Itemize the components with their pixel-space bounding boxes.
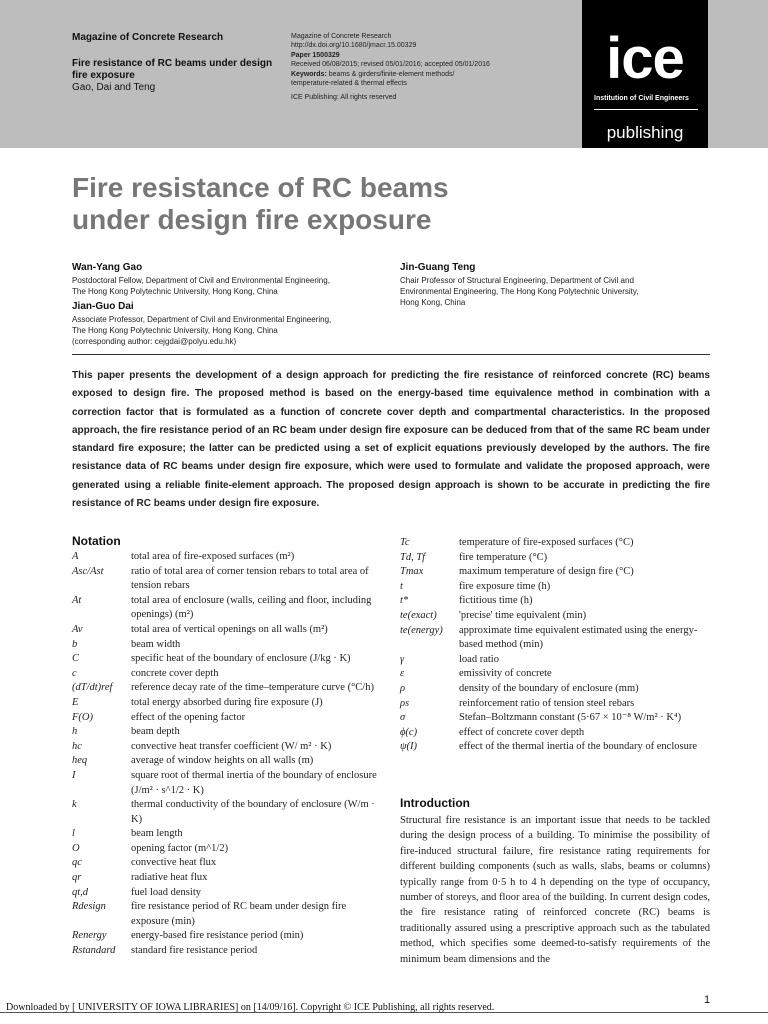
notation-definition: effect of the opening factor bbox=[131, 711, 246, 723]
notation-row bbox=[400, 565, 710, 580]
author-affiliation: Hong Kong, China bbox=[400, 298, 466, 307]
introduction-heading: Introduction bbox=[400, 796, 470, 810]
notation-symbol: t bbox=[400, 580, 403, 592]
meta-paper-number: Paper 1500329 bbox=[291, 51, 340, 59]
notation-definition: square root of thermal inertia of the boundary of enclosure (J/m² · s^1/2 · K) bbox=[131, 769, 377, 796]
author-affiliation: The Hong Kong Polytechnic University, Hong Kong, China bbox=[72, 287, 278, 296]
running-title-line-2: fire exposure bbox=[72, 70, 135, 81]
introduction-text: Structural fire resistance is an important issue that needs to be tackled during the design process of a building. To minimise the possibility of fire-induced structural failure, fire resistance rating requirements for different building components (such as walls, slabs, beams or columns) typically range from 0·5 h to 4 h depending on the type of occupancy, number of storeys, and floor area of the building. In current design codes, the fire resistance rating of reinforced concrete (RC) beams is traditionally assured using a prescriptive approach such as the tabulated method, which specifies some deemed-to-satisfy requirements of the minimum beam dimensions and the bbox=[400, 815, 710, 965]
journal-name: Magazine of Concrete Research bbox=[72, 32, 224, 43]
notation-row bbox=[400, 551, 710, 566]
logo-ice-mark: ice bbox=[606, 26, 684, 91]
notation-row bbox=[72, 856, 382, 871]
notation-definition: beam width bbox=[131, 638, 181, 650]
logo-institution-text: Institution of Civil Engineers bbox=[594, 95, 689, 102]
running-title bbox=[72, 58, 282, 82]
notation-definition: total area of fire-exposed surfaces (m²) bbox=[131, 551, 295, 562]
notation-row bbox=[400, 667, 710, 682]
notation-row bbox=[72, 565, 382, 594]
running-title-line-1: Fire resistance of RC beams under design bbox=[72, 58, 273, 69]
notation-definition: approximate time equivalent estimated using the energy-based method (min) bbox=[459, 624, 698, 651]
notation-symbol: ρs bbox=[400, 697, 410, 709]
notation-row bbox=[400, 682, 710, 697]
notation-symbol: qr bbox=[72, 872, 82, 884]
notation-symbol: ϕ(c) bbox=[400, 726, 418, 738]
author-affiliation: The Hong Kong Polytechnic University, Hong Kong, China bbox=[72, 326, 278, 335]
author-name: Jin-Guang Teng bbox=[400, 262, 476, 273]
notation-row bbox=[72, 740, 382, 755]
section-divider bbox=[72, 354, 710, 355]
notation-symbol: Asc/Ast bbox=[72, 565, 104, 577]
notation-symbol: E bbox=[72, 696, 79, 708]
notation-symbol: qt,d bbox=[72, 886, 89, 898]
notation-list-left bbox=[72, 550, 382, 959]
notation-symbol: Rdesign bbox=[72, 901, 106, 913]
notation-symbol: te(energy) bbox=[400, 624, 443, 636]
notation-row bbox=[72, 623, 382, 638]
notation-definition: fictitious time (h) bbox=[459, 595, 533, 607]
notation-list-right bbox=[400, 536, 710, 755]
notation-symbol: ρ bbox=[400, 682, 406, 694]
paper-title-line-2: under design fire exposure bbox=[72, 204, 432, 235]
author-affiliation: Associate Professor, Department of Civil and Environmental Engineering, bbox=[72, 315, 332, 324]
notation-symbol: I bbox=[72, 769, 76, 781]
notation-definition: maximum temperature of design fire (°C) bbox=[459, 566, 634, 578]
notation-row bbox=[72, 667, 382, 682]
notation-definition: opening factor (m^1/2) bbox=[131, 842, 229, 854]
meta-keywords bbox=[291, 70, 561, 79]
notation-definition: specific heat of the boundary of enclosure (J/kg · K) bbox=[131, 653, 351, 665]
notation-definition: average of window heights on all walls (m) bbox=[131, 755, 314, 767]
notation-symbol: (dT/dt)ref bbox=[72, 682, 113, 694]
notation-row bbox=[72, 827, 382, 842]
meta-dates: Received 06/08/2015; revised 05/01/2016; accepted 05/01/2016 bbox=[291, 61, 490, 69]
notation-definition: total area of vertical openings on all walls (m²) bbox=[131, 623, 328, 635]
page-number: 1 bbox=[704, 994, 711, 1006]
notation-symbol: b bbox=[72, 638, 78, 650]
notation-definition: ratio of total area of corner tension rebars to total area of tension rebars bbox=[131, 565, 369, 592]
article-metadata bbox=[291, 32, 561, 103]
notation-symbol: Td, Tf bbox=[400, 551, 426, 563]
notation-symbol: Renergy bbox=[72, 930, 107, 942]
notation-row bbox=[72, 900, 382, 929]
notation-symbol: c bbox=[72, 667, 77, 679]
notation-definition: convective heat transfer coefficient (W/ m² · K) bbox=[131, 740, 332, 752]
notation-row bbox=[72, 929, 382, 944]
author-block bbox=[72, 261, 392, 297]
corresponding-author-email: (corresponding author: cejgdai@polyu.edu.hk) bbox=[72, 337, 237, 346]
notation-definition: total area of enclosure (walls, ceiling and floor, including openings) (m²) bbox=[131, 594, 372, 621]
author-affiliation: Postdoctoral Fellow, Department of Civil and Environmental Engineering, bbox=[72, 276, 330, 285]
notation-row bbox=[400, 697, 710, 712]
notation-row bbox=[400, 726, 710, 741]
journal-header-band bbox=[0, 0, 768, 148]
notation-row bbox=[72, 638, 382, 653]
author-name: Wan-Yang Gao bbox=[72, 262, 143, 273]
notation-row bbox=[400, 594, 710, 609]
notation-row bbox=[400, 580, 710, 595]
notation-symbol: Tmax bbox=[400, 566, 424, 578]
logo-divider bbox=[594, 109, 698, 110]
notation-symbol: F(O) bbox=[72, 711, 93, 723]
notation-definition: 'precise' time equivalent (min) bbox=[459, 609, 587, 621]
notation-definition: effect of concrete cover depth bbox=[459, 726, 585, 738]
paper-title-line-1: Fire resistance of RC beams bbox=[72, 172, 449, 203]
notation-row bbox=[400, 536, 710, 551]
paper-title bbox=[72, 172, 632, 236]
notation-definition: emissivity of concrete bbox=[459, 668, 552, 680]
notation-symbol: Tc bbox=[400, 537, 410, 548]
notation-row bbox=[72, 871, 382, 886]
notation-symbol: h bbox=[72, 726, 78, 738]
notation-definition: fire temperature (°C) bbox=[459, 551, 548, 563]
notation-symbol: te(exact) bbox=[400, 609, 437, 621]
notation-definition: density of the boundary of enclosure (mm) bbox=[459, 682, 639, 694]
notation-symbol: C bbox=[72, 653, 80, 665]
notation-symbol: k bbox=[72, 799, 77, 811]
notation-symbol: γ bbox=[400, 653, 405, 665]
notation-row bbox=[72, 725, 382, 740]
notation-row bbox=[72, 681, 382, 696]
keywords-label: Keywords: bbox=[291, 70, 327, 78]
notation-row bbox=[72, 652, 382, 667]
notation-row bbox=[400, 609, 710, 624]
notation-row bbox=[72, 711, 382, 726]
notation-definition: fire exposure time (h) bbox=[459, 580, 551, 592]
meta-rights: ICE Publishing: All rights reserved bbox=[291, 94, 397, 102]
notation-symbol: ε bbox=[400, 668, 405, 680]
notation-definition: fire resistance period of RC beam under design fire exposure (min) bbox=[131, 901, 347, 927]
running-authors: Gao, Dai and Teng bbox=[72, 82, 156, 93]
keywords-line-2: temperature-related & thermal effects bbox=[291, 80, 407, 88]
logo-publishing-text: publishing bbox=[606, 123, 684, 142]
notation-row bbox=[400, 624, 710, 653]
notation-symbol: At bbox=[72, 594, 82, 606]
notation-definition: fuel load density bbox=[131, 886, 201, 898]
notation-symbol: heq bbox=[72, 755, 88, 767]
notation-definition: effect of the thermal inertia of the boundary of enclosure bbox=[459, 741, 697, 753]
authors-left-column bbox=[72, 261, 392, 347]
notation-definition: reference decay rate of the time–temperature curve (°C/h) bbox=[131, 682, 374, 694]
notation-row bbox=[72, 696, 382, 711]
notation-row bbox=[72, 594, 382, 623]
author-block bbox=[400, 261, 710, 308]
notation-row bbox=[72, 550, 382, 565]
notation-row bbox=[400, 653, 710, 668]
notation-symbol: qc bbox=[72, 857, 82, 869]
notation-definition: standard fire resistance period bbox=[131, 945, 258, 957]
notation-definition: total energy absorbed during fire exposure (J) bbox=[131, 696, 323, 708]
keywords-line-1: beams & girders/finite-element methods/ bbox=[328, 70, 455, 78]
notation-symbol: A bbox=[72, 551, 79, 562]
abstract: This paper presents the development of a design approach for predicting the fire resistance of reinforced concrete (RC) beams exposed to design fire. The proposed method is based on the energy-based time equivalence method in combination with a correction factor that is formulated as a function of concrete cover depth and compartmental characteristics. In the proposed approach, the fire resistance period of an RC beam under design fire exposure can be deduced from that of the same RC beam under standard fire exposure; the latter can be predicted using a set of explicit equations previously developed by the authors. The fire resistance data of RC beams under design fire exposure, which were used to formulate and validate the proposed approach, were generated using a reliable finite-element approach. The proposed design approach is shown to be accurate in predicting the fire resistance of RC beams under design fire exposure. bbox=[72, 370, 710, 510]
notation-heading: Notation bbox=[72, 534, 121, 548]
notation-symbol: t* bbox=[400, 595, 409, 607]
notation-definition: energy-based fire resistance period (min) bbox=[131, 930, 304, 942]
notation-definition: radiative heat flux bbox=[131, 872, 208, 884]
notation-row bbox=[72, 886, 382, 901]
authors-right-column bbox=[400, 261, 710, 308]
author-name: Jian-Guo Dai bbox=[72, 301, 134, 312]
author-affiliation: Chair Professor of Structural Engineering, Department of Civil and bbox=[400, 276, 634, 285]
header-left-block bbox=[72, 32, 282, 94]
download-footer: Downloaded by [ UNIVERSITY OF IOWA LIBRARIES] on [14/09/16]. Copyright © ICE Publishing, all rights reserved. bbox=[6, 1002, 495, 1013]
ice-publishing-logo bbox=[582, 0, 708, 148]
notation-symbol: O bbox=[72, 842, 80, 854]
notation-definition: beam depth bbox=[131, 726, 180, 738]
notation-symbol: l bbox=[72, 828, 75, 840]
notation-definition: temperature of fire-exposed surfaces (°C) bbox=[459, 537, 634, 548]
notation-symbol: ψ(I) bbox=[400, 741, 418, 753]
notation-symbol: Av bbox=[72, 623, 83, 635]
notation-definition: convective heat flux bbox=[131, 857, 217, 869]
notation-definition: concrete cover depth bbox=[131, 667, 219, 679]
author-affiliation: Environmental Engineering, The Hong Kong Polytechnic University, bbox=[400, 287, 639, 296]
notation-row bbox=[400, 740, 710, 755]
notation-row bbox=[72, 754, 382, 769]
notation-definition: load ratio bbox=[459, 653, 499, 665]
notation-symbol: hc bbox=[72, 740, 82, 752]
notation-row bbox=[72, 769, 382, 798]
notation-definition: reinforcement ratio of tension steel rebars bbox=[459, 697, 635, 709]
notation-row bbox=[72, 944, 382, 959]
meta-journal: Magazine of Concrete Research bbox=[291, 33, 392, 40]
notation-symbol: σ bbox=[400, 712, 406, 724]
notation-symbol: Rstandard bbox=[72, 945, 116, 957]
notation-row bbox=[72, 842, 382, 857]
notation-row bbox=[400, 711, 710, 726]
notation-definition: Stefan–Boltzmann constant (5·67 × 10⁻⁸ W/m² · K⁴) bbox=[459, 712, 682, 724]
notation-row bbox=[72, 798, 382, 827]
notation-definition: thermal conductivity of the boundary of enclosure (W/m · K) bbox=[131, 799, 375, 825]
notation-definition: beam length bbox=[131, 828, 183, 840]
meta-doi-link[interactable]: http://dx.doi.org/10.1680/jmacr.15.00329 bbox=[291, 42, 417, 50]
author-block bbox=[72, 300, 392, 347]
